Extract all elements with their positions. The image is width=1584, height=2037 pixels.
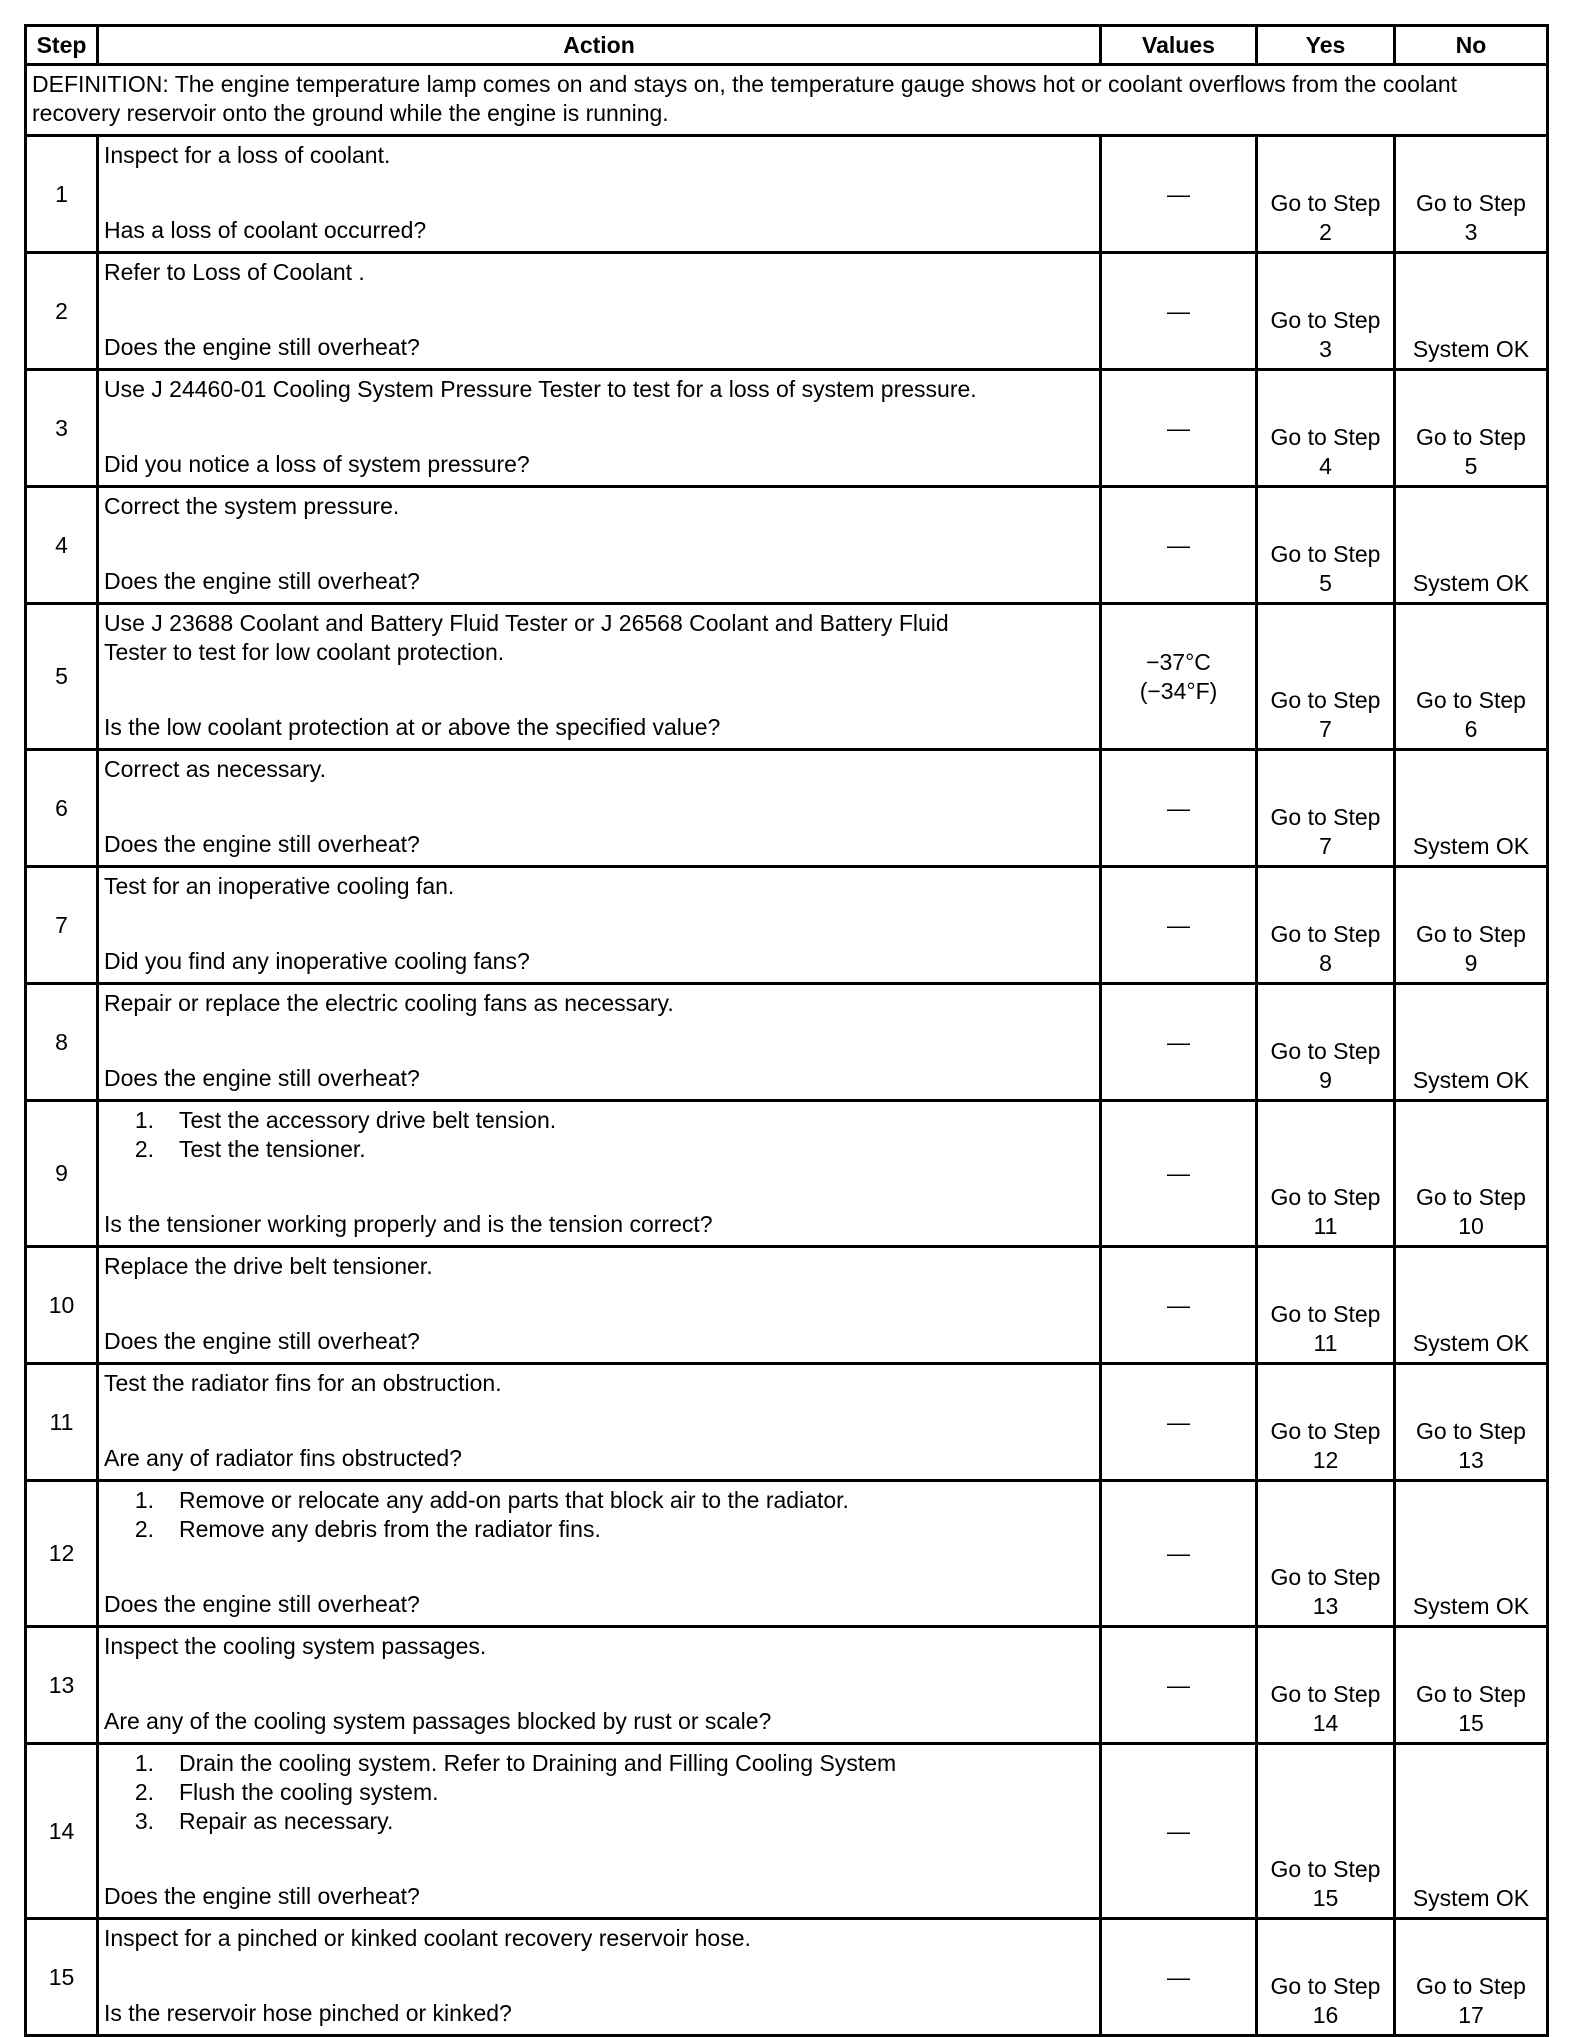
no-cell — [1395, 1364, 1548, 1481]
yes-action-label: Go to Step — [1270, 804, 1381, 830]
list-number: 2. — [134, 1516, 154, 1542]
no-action-label: Go to Step — [1416, 1681, 1526, 1707]
action-cell — [98, 750, 1101, 867]
action-cell — [98, 984, 1101, 1101]
list-number: 2. — [134, 1779, 154, 1805]
value-text: — — [1167, 1028, 1190, 1055]
yes-cell — [1257, 984, 1395, 1101]
value-text: — — [1167, 1408, 1190, 1435]
list-number: 2. — [134, 1136, 154, 1162]
no-action-label: Go to Step — [1416, 190, 1526, 216]
instruction-list-item — [104, 1807, 1094, 1836]
no-action-target: 10 — [1458, 1213, 1484, 1239]
no-action-target: 13 — [1458, 1447, 1484, 1473]
yes-action-label: Go to Step — [1270, 1856, 1381, 1882]
instruction-list-item — [104, 1486, 1094, 1515]
instruction-text: Tester to test for low coolant protection. — [104, 639, 505, 665]
value-text-secondary: (−34°F) — [1139, 677, 1218, 704]
yes-cell — [1257, 1627, 1395, 1744]
yes-cell — [1257, 253, 1395, 370]
value-text: — — [1167, 1671, 1190, 1698]
no-action-label — [1396, 1037, 1546, 1066]
yes-action-target: 3 — [1319, 336, 1332, 362]
yes-action-label: Go to Step — [1270, 1184, 1381, 1210]
no-action-label: Go to Step — [1416, 921, 1526, 947]
value-cell — [1101, 604, 1257, 750]
yes-action-target: 7 — [1319, 833, 1332, 859]
yes-cell — [1257, 1101, 1395, 1247]
no-cell — [1395, 750, 1548, 867]
no-action-target: 17 — [1458, 2002, 1484, 2028]
table-row — [26, 136, 1548, 253]
list-number: 1. — [134, 1107, 154, 1133]
table-row — [26, 750, 1548, 867]
no-action-target: System OK — [1412, 833, 1530, 859]
value-text: — — [1167, 1291, 1190, 1318]
value-cell — [1101, 487, 1257, 604]
instruction-text: Correct as necessary. — [104, 756, 326, 782]
action-question: Is the reservoir hose pinched or kinked? — [104, 2000, 512, 2026]
action-cell — [98, 487, 1101, 604]
instruction-text: Test for an inoperative cooling fan. — [104, 873, 455, 899]
table-row — [26, 1364, 1548, 1481]
value-text: — — [1167, 180, 1190, 207]
action-instructions — [104, 258, 1094, 287]
table-row — [26, 370, 1548, 487]
action-content — [104, 755, 1094, 859]
no-action-label — [1396, 540, 1546, 569]
no-action-target: System OK — [1412, 336, 1530, 362]
action-question: Is the tensioner working properly and is the tension correct? — [104, 1211, 713, 1237]
header-step: Step — [26, 26, 98, 65]
yes-action-label: Go to Step — [1270, 687, 1381, 713]
no-action-label — [1396, 803, 1546, 832]
instruction-list-item — [104, 1106, 1094, 1135]
no-action-label — [1396, 306, 1546, 335]
value-cell — [1101, 1364, 1257, 1481]
action-content — [104, 872, 1094, 976]
value-cell — [1101, 370, 1257, 487]
value-text: −37°C — [1146, 648, 1211, 675]
step-number: 8 — [26, 984, 98, 1101]
no-action-label: Go to Step — [1416, 687, 1526, 713]
no-action-label: Go to Step — [1416, 1184, 1526, 1210]
step-number: 14 — [26, 1744, 98, 1919]
no-cell — [1395, 1744, 1548, 1919]
yes-action-target: 8 — [1319, 950, 1332, 976]
action-content — [104, 375, 1094, 479]
yes-cell — [1257, 1481, 1395, 1627]
action-cell — [98, 1744, 1101, 1919]
action-cell — [98, 253, 1101, 370]
no-cell — [1395, 1481, 1548, 1627]
yes-action-label: Go to Step — [1270, 1418, 1381, 1444]
list-text: Remove any debris from the radiator fins. — [179, 1516, 601, 1542]
yes-action-label: Go to Step — [1270, 1038, 1381, 1064]
list-text: Test the tensioner. — [179, 1136, 366, 1162]
no-action-label: Go to Step — [1416, 1973, 1526, 1999]
step-number: 6 — [26, 750, 98, 867]
action-content — [104, 1749, 1094, 1911]
value-cell — [1101, 1101, 1257, 1247]
yes-cell — [1257, 1744, 1395, 1919]
list-number: 1. — [134, 1750, 154, 1776]
instruction-list-item — [104, 1135, 1094, 1164]
no-action-target: 15 — [1458, 1710, 1484, 1736]
yes-action-label: Go to Step — [1270, 1564, 1381, 1590]
value-cell — [1101, 1744, 1257, 1919]
instruction-text: Use J 24460-01 Cooling System Pressure Tester to test for a loss of system pressure. — [104, 376, 977, 402]
step-number: 15 — [26, 1919, 98, 2036]
table-row — [26, 1101, 1548, 1247]
yes-action-label: Go to Step — [1270, 307, 1381, 333]
yes-cell — [1257, 1919, 1395, 2036]
action-cell — [98, 1481, 1101, 1627]
list-number: 1. — [134, 1487, 154, 1513]
no-cell — [1395, 1247, 1548, 1364]
instruction-list-item — [104, 1515, 1094, 1544]
action-instructions — [104, 1106, 1094, 1164]
action-cell — [98, 1101, 1101, 1247]
value-text: — — [1167, 911, 1190, 938]
yes-action-label: Go to Step — [1270, 541, 1381, 567]
no-cell — [1395, 867, 1548, 984]
value-text: — — [1167, 1160, 1190, 1186]
yes-cell — [1257, 1247, 1395, 1364]
no-cell — [1395, 984, 1548, 1101]
action-content — [104, 258, 1094, 362]
yes-action-label: Go to Step — [1270, 424, 1381, 450]
table-row — [26, 253, 1548, 370]
action-cell — [98, 1247, 1101, 1364]
yes-action-label: Go to Step — [1270, 190, 1381, 216]
list-text: Test the accessory drive belt tension. — [179, 1107, 557, 1133]
action-question: Does the engine still overheat? — [104, 831, 420, 857]
action-instructions — [104, 1369, 1094, 1398]
list-text: Flush the cooling system. — [179, 1779, 439, 1805]
action-instructions — [104, 1632, 1094, 1661]
action-content — [104, 1252, 1094, 1356]
value-cell — [1101, 867, 1257, 984]
value-cell — [1101, 984, 1257, 1101]
value-cell — [1101, 1247, 1257, 1364]
action-question: Did you notice a loss of system pressure? — [104, 451, 530, 477]
yes-cell — [1257, 136, 1395, 253]
yes-action-target: 4 — [1319, 453, 1332, 479]
action-question: Does the engine still overheat? — [104, 568, 420, 594]
yes-action-target: 5 — [1319, 570, 1332, 596]
value-cell — [1101, 253, 1257, 370]
instruction-text: Inspect for a pinched or kinked coolant recovery reservoir hose. — [104, 1925, 751, 1951]
action-instructions — [104, 609, 1094, 667]
table-row — [26, 1481, 1548, 1627]
action-cell — [98, 136, 1101, 253]
yes-action-target: 11 — [1313, 1213, 1338, 1239]
table-row — [26, 1247, 1548, 1364]
no-cell — [1395, 1101, 1548, 1247]
yes-action-label: Go to Step — [1270, 1973, 1381, 1999]
instruction-list-item — [104, 1778, 1094, 1807]
yes-action-label: Go to Step — [1270, 921, 1381, 947]
no-action-target: System OK — [1412, 1067, 1530, 1093]
action-instructions — [104, 872, 1094, 901]
yes-action-target: 9 — [1319, 1067, 1332, 1093]
step-number: 13 — [26, 1627, 98, 1744]
action-content — [104, 141, 1094, 245]
action-instructions — [104, 989, 1094, 1018]
no-cell — [1395, 136, 1548, 253]
diagnostic-table-container — [24, 24, 1546, 2037]
instruction-text: Refer to Loss of Coolant . — [104, 259, 365, 285]
action-content — [104, 1369, 1094, 1473]
no-action-label: Go to Step — [1416, 424, 1526, 450]
no-cell — [1395, 1919, 1548, 2036]
yes-action-target: 11 — [1313, 1330, 1338, 1356]
step-number: 3 — [26, 370, 98, 487]
step-number: 4 — [26, 487, 98, 604]
action-question: Are any of the cooling system passages blocked by rust or scale? — [104, 1708, 772, 1734]
value-cell — [1101, 136, 1257, 253]
action-instructions — [104, 1252, 1094, 1281]
action-instructions — [104, 1486, 1094, 1544]
value-text: — — [1167, 794, 1190, 821]
action-question: Does the engine still overheat? — [104, 1328, 420, 1354]
step-number: 10 — [26, 1247, 98, 1364]
action-question: Does the engine still overheat? — [104, 1065, 420, 1091]
header-values: Values — [1101, 26, 1257, 65]
instruction-text: Correct the system pressure. — [104, 493, 400, 519]
yes-action-target: 14 — [1312, 1710, 1339, 1736]
instruction-text: Inspect the cooling system passages. — [104, 1633, 487, 1659]
header-yes: Yes — [1257, 26, 1395, 65]
list-text: Repair as necessary. — [179, 1808, 394, 1834]
no-cell — [1395, 487, 1548, 604]
value-text: — — [1167, 414, 1190, 441]
yes-action-target: 12 — [1312, 1447, 1339, 1473]
table-row — [26, 1919, 1548, 2036]
step-number: 11 — [26, 1364, 98, 1481]
instruction-text: Inspect for a loss of coolant. — [104, 142, 391, 168]
instruction-text: Test the radiator fins for an obstruction. — [104, 1370, 502, 1396]
action-cell — [98, 370, 1101, 487]
action-content — [104, 1106, 1094, 1239]
no-cell — [1395, 253, 1548, 370]
instruction-text: Use J 23688 Coolant and Battery Fluid Tester or J 26568 Coolant and Battery Fluid — [104, 610, 949, 636]
definition-text: DEFINITION: The engine temperature lamp comes on and stays on, the temperature gauge shows hot or coolant overflows from the coolant recovery reservoir onto the ground while the engine is running. — [26, 65, 1548, 136]
action-question: Does the engine still overheat? — [104, 1883, 420, 1909]
action-content — [104, 1924, 1094, 2028]
value-text: — — [1167, 1817, 1190, 1844]
value-cell — [1101, 1919, 1257, 2036]
action-content — [104, 492, 1094, 596]
action-content — [104, 1632, 1094, 1736]
yes-action-label: Go to Step — [1270, 1681, 1381, 1707]
action-instructions — [104, 1749, 1094, 1836]
value-text: — — [1167, 1963, 1190, 1990]
action-instructions — [104, 755, 1094, 784]
action-content — [104, 609, 1094, 742]
no-action-target: System OK — [1412, 1330, 1530, 1356]
yes-cell — [1257, 1364, 1395, 1481]
step-number: 12 — [26, 1481, 98, 1627]
value-cell — [1101, 1481, 1257, 1627]
diagnostic-table — [24, 24, 1549, 2037]
table-row — [26, 1627, 1548, 1744]
table-row — [26, 984, 1548, 1101]
table-row — [26, 867, 1548, 984]
action-content — [104, 1486, 1094, 1619]
action-cell — [98, 1364, 1101, 1481]
list-text: Drain the cooling system. Refer to Draining and Filling Cooling System — [179, 1750, 897, 1776]
yes-cell — [1257, 370, 1395, 487]
no-action-label: Go to Step — [1416, 1418, 1526, 1444]
action-instructions — [104, 375, 1094, 404]
action-instructions — [104, 492, 1094, 521]
yes-action-target: 13 — [1312, 1593, 1339, 1619]
action-question: Did you find any inoperative cooling fans? — [104, 948, 530, 974]
value-text: — — [1167, 531, 1190, 558]
action-cell — [98, 867, 1101, 984]
value-cell — [1101, 1627, 1257, 1744]
action-question: Is the low coolant protection at or above the specified value? — [104, 714, 721, 740]
yes-action-target: 7 — [1319, 716, 1332, 742]
yes-cell — [1257, 604, 1395, 750]
no-action-target: 6 — [1464, 716, 1478, 742]
no-action-target: 3 — [1464, 219, 1478, 245]
yes-cell — [1257, 867, 1395, 984]
step-number: 1 — [26, 136, 98, 253]
header-row — [26, 26, 1548, 65]
action-cell — [98, 604, 1101, 750]
no-cell — [1395, 370, 1548, 487]
no-action-target: System OK — [1412, 1593, 1530, 1619]
no-action-label — [1396, 1563, 1546, 1592]
yes-action-label: Go to Step — [1270, 1301, 1381, 1327]
instruction-text: Replace the drive belt tensioner. — [104, 1253, 433, 1279]
header-no: No — [1395, 26, 1548, 65]
action-question: Has a loss of coolant occurred? — [104, 217, 427, 243]
action-question: Are any of radiator fins obstructed? — [104, 1445, 462, 1471]
step-number: 2 — [26, 253, 98, 370]
action-cell — [98, 1919, 1101, 2036]
no-action-target: 9 — [1464, 950, 1478, 976]
step-number: 9 — [26, 1101, 98, 1247]
step-number: 7 — [26, 867, 98, 984]
action-content — [104, 989, 1094, 1093]
instruction-list-item — [104, 1749, 1094, 1778]
value-cell — [1101, 750, 1257, 867]
action-question: Does the engine still overheat? — [104, 1591, 420, 1617]
no-cell — [1395, 1627, 1548, 1744]
action-question: Does the engine still overheat? — [104, 334, 420, 360]
yes-cell — [1257, 487, 1395, 604]
action-instructions — [104, 141, 1094, 170]
action-cell — [98, 1627, 1101, 1744]
table-row — [26, 487, 1548, 604]
no-cell — [1395, 604, 1548, 750]
table-row — [26, 604, 1548, 750]
value-text: — — [1167, 1540, 1190, 1566]
yes-action-target: 16 — [1312, 2002, 1339, 2028]
no-action-label — [1396, 1855, 1546, 1884]
no-action-target: System OK — [1412, 1885, 1530, 1911]
no-action-label — [1396, 1300, 1546, 1329]
action-instructions — [104, 1924, 1094, 1953]
yes-action-target: 2 — [1319, 219, 1332, 245]
definition-row — [26, 65, 1548, 136]
step-number: 5 — [26, 604, 98, 750]
instruction-text: Repair or replace the electric cooling fans as necessary. — [104, 990, 674, 1016]
yes-cell — [1257, 750, 1395, 867]
table-body — [26, 65, 1548, 2036]
table-row — [26, 1744, 1548, 1919]
list-text: Remove or relocate any add-on parts that block air to the radiator. — [179, 1487, 849, 1513]
list-number: 3. — [134, 1808, 154, 1834]
yes-action-target: 15 — [1312, 1885, 1339, 1911]
header-action: Action — [98, 26, 1101, 65]
no-action-target: 5 — [1464, 453, 1478, 479]
no-action-target: System OK — [1412, 570, 1530, 596]
value-text: — — [1167, 297, 1190, 324]
